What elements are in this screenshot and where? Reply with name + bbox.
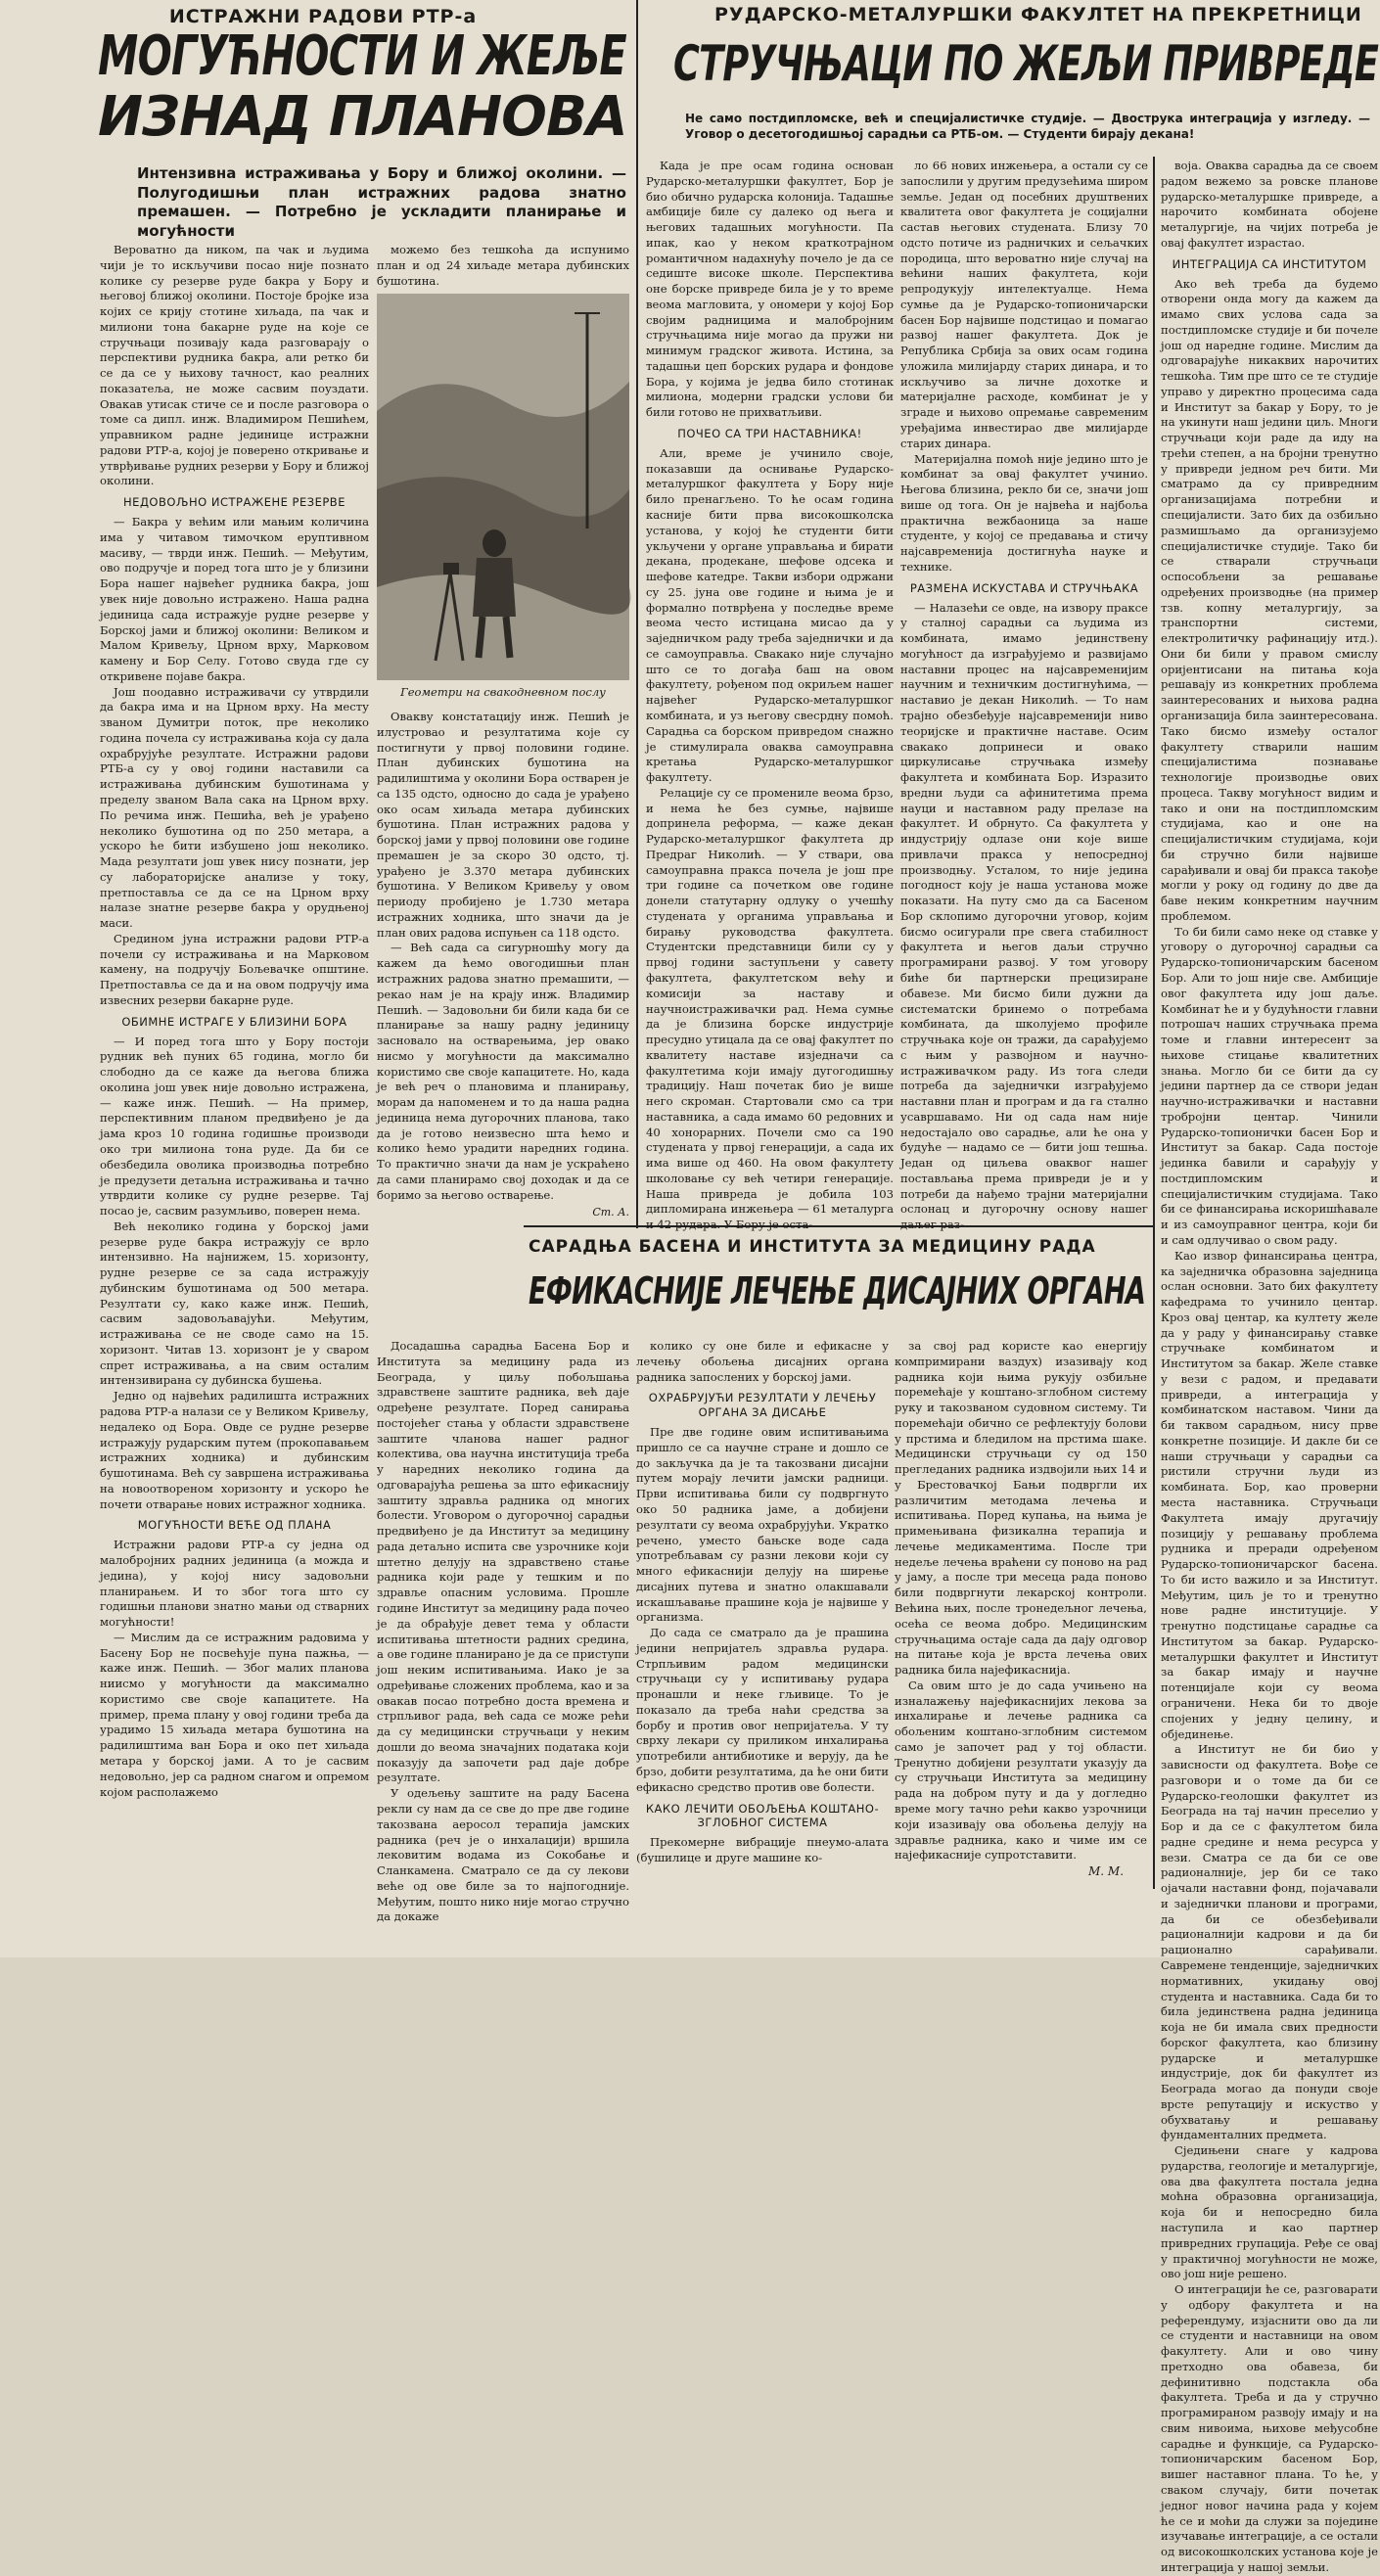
paragraph: Још поодавно истраживачи су утврдили да бакра има и на Црном врху. На месту званом Думитри поток, пре неколико година почела су истраживања која су дала охрабрујуће резултате. Истражни радови РТБ-а су у овој години наставили са истраживања дубинским бушотинама у пределу званом Вала сака на Црном врху. По речима инж. Пешића, већ је урађено неколико бушотина од по 250 метара, а ускоро ће бити избушено још неколико. Мада резултати још увек нису познати, јер су лабораторијске анализе у току, претпоставља се да се на Црном врху налазе знатне резерве бакра у орудњеној маси. bbox=[100, 684, 369, 931]
subheading: ПОЧЕО СА ТРИ НАСТАВНИКА! bbox=[677, 427, 862, 441]
right-article-column-3 bbox=[1161, 159, 1378, 2574]
paragraph: — И поред тога што у Бору постоји рудник већ пуних 65 година, могло би слободно да се каже да његова ближа околина још увек није довољно истражена, — каже инж. Пешић. — На пример, перспективним планом предвиђено је да јама кроз 10 година годишње производи око три милиона тона руде. Да би се обезбедила оволика производња потребно је предузети детаљна истраживања и тачно утврдити колике су рудне резерве. Тај посао је, сасвим разумљиво, поверен нема. bbox=[100, 1034, 369, 1219]
paragraph: Средином јуна истражни радови РТР-а почели су истраживања и на Марковом камену, на подручју Бољевачке општине. Претпоставља се да и на овом подручју има извесних резерви бакарне руде. bbox=[100, 931, 369, 1007]
paragraph: — Већ сада са сигурношћу могу да кажем да ћемо овогодишњи план истражних радова знатно премашити, — рекао нам је на крају инж. Владимир Пешић. — Задовољни би били када би се планирање за нашу радну јединицу засновало на остварењима, јер овако нисмо у могућности да максимално користимо све своје капацитете. Но, када је већ реч о плановима и планирању, морам да напоменем и то да наша радна јединица нема дугорочних планова, тако да је готово неизвесно шта ћемо и колико ћемо урадити наредних година. То практично значи да нам је ускраћено да сами планирамо свој доходак и да се боримо за његово остварење. bbox=[377, 941, 629, 1202]
right-headline: СТРУЧЊАЦИ ПО ЖЕЉИ ПРИВРЕДЕ bbox=[673, 35, 1379, 92]
paragraph: Овакву констатацију инж. Пешић је илустровао и резултатима које су постигнути у првој половини године. План дубинских бушотина на радилиштима у околини Бора остварен је са 135 одсто, односно до сада је урађено око осам хиљада метара дубинских бушотина. План истражних радова у борској јами у првој половини ове године премашен је за скоро 30 одсто, тј. урађено је 3.370 метара дубинских бушотина. У Великом Кривељу у овом периоду пробијено је 1.730 метара истражних ходника, што значи да је план ових радова испуњен са 118 одсто. bbox=[377, 710, 629, 940]
subheading: КАКО ЛЕЧИТИ ОБОЉЕЊА КОШТАНО-ЗГЛОБНОГ СИСТЕМА bbox=[645, 1801, 880, 1830]
left-article-column-2-bottom bbox=[377, 710, 629, 1226]
paragraph: Прекомерне вибрације пнеумо-алата (бушилице и друге машине ко- bbox=[636, 1835, 889, 1865]
bottom-article-column-2 bbox=[636, 1339, 889, 1946]
right-kicker: РУДАРСКО-МЕТАЛУРШКИ ФАКУЛТЕТ НА ПРЕКРЕТНИЦИ bbox=[714, 4, 1362, 25]
column-divider bbox=[1153, 157, 1155, 1889]
paragraph: Материјална помоћ није једино што је комбинат за овај факултет учинио. Његова близина, рекло би се, значи још више од тога. Он је највећа и најбоља практична вежбаоница за наше студенте, у којој се предавања и стичу најсавременија достигнућа науке и технике. bbox=[900, 451, 1148, 574]
right-article-column-2 bbox=[900, 159, 1148, 1232]
bottom-article-column-1 bbox=[377, 1339, 629, 1946]
left-headline-line2: ИЗНАД ПЛАНОВА bbox=[98, 85, 627, 149]
paragraph: До сада се сматрало да је прашина једини непријатељ здравља рудара. Стрпљивим радом медицински стручњаци су у испитивању рудара пронашли и неке гљивице. То је показало да треба наћи средства за борбу и против овог непријатеља. У ту сврху лекари су приликом инхалирања употребили антибиотике и верују, да ће брзо, добити резултатима, да ће они бити ефикасно средство против ове болести. bbox=[636, 1626, 890, 1794]
subheading: МОГУЋНОСТИ ВЕЋЕ ОД ПЛАНА bbox=[137, 1518, 332, 1533]
geometers-photo bbox=[377, 294, 629, 680]
paragraph: воја. Оваква сарадња да се своем радом вежемо за ровске планове рударско-металуршке привреде, а нарочито комбината обојене металургије, на чијих потреба је овај факултет израстао. bbox=[1161, 159, 1378, 250]
paragraph: Сједињени снаге у кадрова рударства, геологије и металургије, ова два факултета постала једна моћна образовна организација, која би и непосредно била наступила и као партнер привредних групација. Ређе се овај у практичној могућности не може, ово још није решено. bbox=[1161, 2143, 1378, 2281]
paragraph: Вероватно да ником, па чак и људима чији је то искључиви посао није познато колике су резерве руде бакра у Бору и његовој ближој околини. Постоје бројке иза којих се крију стотине хиљада, па чак и милиони тона бакарне руде на које се стручњаци позивају када разговарају о перспективи рудника бакра, али ретко би се да се у њихову тачност, као реалних показатеља, не може сасвим поуздати. Овакав утисак стиче се и после разговора о томе са дипл. инж. Владимиром Пешићем, управником радне јединице истражни радови РТР-а, којој је поверено откривање и утврђивање рудних резерви у Бору и ближој околини. bbox=[100, 243, 369, 488]
paragraph: Већ неколико година у борској јами резерве руде бакра истражују се врло интензивно. На најнижем, 15. хоризонту, рудне резерве се за сада истражују дубинским бушотинама од 500 метара. Резултати су, како каже инж. Пешић, сасвим задовољавајући. Међутим, истраживања се не своде само на 15. хоризонт. Читав 13. хоризонт је у сваром спрет истраживања, а на свим осталим интензивирана су дубинска бушења. bbox=[100, 1219, 369, 1388]
paragraph: Истражни радови РТР-а су једна од малобројних радних јединица (а можда и једина), у којој нису задовољни планирањем. И то због тога што су годишњи планови знатно мањи од стварних могућности! bbox=[100, 1538, 369, 1630]
paragraph: Али, време је учинило своје, показавши да оснивање Рударско-металуршког факултета у Бору није било пренагљено. То ће осам година касније бити прва високошколска установа, у којој ће студенти бити укључени у органе управљања и бирати декана, продекане, шефове одсека и шефове катедре. Такви избори одржани су 25. јуна ове године и њима је и формално потврђена у последње време веома често истицана мисао да у заједничком раду треба заједнички и да се самоуправља. Свакако није случајно што се то догађа баш на овом факултету, рођеном под окриљем нашег највећег Рударско-металуршког комбината, и уз његову свесрдну помоћ. Сарадња са борском привредом снажно је стимулирала оваква самоуправна кретања Рударско-металуршког факултету. bbox=[646, 445, 894, 785]
paragraph: Ако већ треба да будемо отворени онда могу да кажем да имамо свих услова сада за постдипломске студије и би почеле још од наредне године. Мислим да одговарајуће никаквих нарочитих тешкоћа. Тим пре што се те студије управо у директно процесима сада и Институт за бакар у Бору, то је на укинути наш једини циљ. Многи стручњаци који раде да иду на трећи степен, а на бројни тренутно у привреди једном реч бити. Ми сматрамо да су привредним организацијама потребни и специјалисти. Зато бих да озбиљно размишљамо да организујемо специјалистичке студије. Тако би се стварали стручњаци оспособљени за решавање одређених производње (на пример тзв. копну металургију, за транспортни системи, електролитичку рафинацију итд.). Они би били у правом смислу оријентисани на питања која решавају из конкретних проблема заинтересованих и њихова радна организација била заинтересована. Тако бисмо између осталог факултету стварили нашим специјалистима познавање технологије производње ових процеса. Такву могућност видим и тако и они на постдипломским студијама, као и оне на специјалистичким студијама, који би стручно били највише сарађивали и овај би пракса такође могли у року од годину до две да баве неким конкретним научним проблемом. bbox=[1161, 276, 1378, 923]
paragraph: а Институт не би био у зависности од факултета. Вође се разговори и о томе да би се Рударско-геолошки факултет из Београда на тај начин преселио у Бор и да се с факултетом била радне средине и нема ресурса у вези. Сматра се да би се ове радионалније, јер би се тако ојачали наставни фонд, појачавали и заједнички планови и програми, да би се обезбеђивали рационалнији кадрови и да би рационално сарађивали. Савремене тенденције, заједничких нормативних, укидању овој студента и наставника. Сада би то била јединствена радна јединица која не би имала свих предности борског факултета, као близину рударске и металуршке индустрије, док би факултет из Београда могао да понуди своје врсте репутацију и искуство у обухватању и решавању фундаменталних предмета. bbox=[1161, 1742, 1378, 2142]
bottom-headline: ЕФИКАСНИЈЕ ЛЕЧЕЊЕ ДИСАЈНИХ ОРГАНА bbox=[529, 1269, 1146, 1312]
paragraph: То би били само неке од ставке у уговору о дугорочној сарадњи са Рударско-топионичарским басеном Бор. Али то још није све. Амбиције овог факултета иду још даље. Комбинат ће и у будућности главни потрошач наших стручњака према томе и главни интересент за њихове стицање квалитетних знања. Могло би се бити да су једини партнер да се створи један научно-истраживачки и наставни тробројни центар. Чинили Рударско-топионички басен Бор и Институт за бакар. Сада постоје јединка бавили и сарађују у постдипломским и специјалистичким студијама. Тако би се финансирања искоришћавале и из самоуправног центра, који би и сам одлучивао о свом раду. bbox=[1161, 924, 1378, 1247]
left-article-column-2-top bbox=[377, 243, 629, 292]
photo-illustration bbox=[377, 294, 629, 680]
paragraph: У одељењу заштите на раду Басена рекли су нам да се све до пре две године такозвана аеросол терапија јамских радника (реч је о инхалацији) вршила лековитим водама из Сокобање и Сланкамена. Сматрало се да су лекови веће од ове биле за то најпогодније. Међутим, пошто нико није могао стручно да докаже bbox=[377, 1786, 630, 1924]
byline: Ст. А. bbox=[592, 1205, 629, 1219]
paragraph: колико су оне биле и ефикасне у лечењу обољења дисајних органа радника запослених у борској јами. bbox=[636, 1339, 889, 1384]
paragraph: — Налазећи се овде, на извору праксе у сталној сарадњи са људима из комбината, имамо јединствену могућност да изграђујемо и развијамо наставни процес на најсавременијим научним и техничким достигнућима, — наставио је декан Николић. — То нам трајно обезбеђује најсавременији ниво теоријске и практичне наставе. Осим свакако допринеси и овако циркулисање стручњака између факултета и комбината Бор. Изразито вредни људи са афинитетима према науци и наставном раду прелазе на факултет. И обрнуто. Са факултета у индустрију одлазе они које више привлачи пракса у непосредној производњу. Усталом, то није једина погодност коју је наша установа може показати. На путу смо да са Басеном Бор склопимо дугорочни уговор, којим бисмо осигурали пре свега стабилност факултета и његов даљи стручно програмирани развој. У том уговору биће би партнерски прецизиране обавезе. Ми бисмо били дужни да систематски бринемо о потребама комбината, да школујемо профиле стручњака које он тражи, да сарађујемо с њим у развојном и научно-истраживачком раду. Из тога следи потреба да заједнички изграђујемо наставни план и програм и да га стално усавршавамо. Ни од сада нам није недостајало ово сарадње, али ће она у будуће — надамо се — бити још тешња. Један од циљева оваквог нашег постављања према привреди је и у потреби да нађемо трајни материјални ослонац и дугорочну основу нашег даљег раз- bbox=[900, 600, 1148, 1232]
left-kicker: ИСТРАЖНИ РАДОВИ РТР-а bbox=[168, 6, 478, 27]
right-lede: Не само постдипломске, већ и специјалистичке студије. — Двострука интеграција у изгледу. — Уговор о десетогодишњој сарадњи са РТБ-ом. — Студенти бирају декана! bbox=[685, 112, 1370, 141]
bottom-article-column-3 bbox=[895, 1339, 1147, 1926]
right-article-column-1 bbox=[646, 159, 894, 1232]
subheading: ОБИМНЕ ИСТРАГЕ У БЛИЗИНИ БОРА bbox=[121, 1014, 347, 1029]
paragraph: О интеграцији ће се, разговарати у одбору факултета и на референдуму, изјаснити ово да ли се студенти и наставници на овом факултету. Али и ово чину претходно ова обавеза, би дефинитивно подстакла оба факултета. Треба и да у стручно програмираном развоју имају и на свим нивоима, њихове међусобне сарадње и функције, са Рударско-топионичарским басеном Бор, вишег наставног плана. То ће, у сваком случају, бити почетак једног новог начина рада у којем ће се и моћи да служи за поједине изучавање интеграције, а се остали од високошколских установа које је интеграција у нашој земљи. bbox=[1161, 2282, 1378, 2574]
left-article-column-1 bbox=[100, 243, 369, 1946]
paragraph: — Мислим да се истражним радовима у Басену Бор не посвећује пуна пажња, — каже инж. Пешић. — Због малих планова ниисмо у могућности да максимално користимо све своје капацитете. На пример, према плану у овој години треба да урадимо 15 хиљада метара бушотина на радилиштима ван Бора и око пет хиљада метара у борској јами. А то је сасвим недовољно, јер са радном снагом и опремом којом располажемо bbox=[100, 1630, 369, 1799]
subheading: ИНТЕГРАЦИЈА СА ИНСТИТУТОМ bbox=[1172, 256, 1367, 271]
paragraph: Као извор финансирања центра, ка заједничка образовна заједница ослан основни. Зато бих факултету кафедрама то учинило центар. Кроз овај центар, ка култету желе да у раду у финансирању ставке стручњаке комбинатом и Институтом за бакар. Желе ставке у вези с радом, и предавати привреди, а интеграција у комбинатском наставом. Чини да би таквом сарадњом, нису прве конкретне позиције. И дакле би се наши стручњаци у сарадњи са ристили стручни људи из комбината. Бор, као проверни места наставника. Стручњаци Факултета имају другачију позицију у решавању проблема рудника и преради одређеном Рударско-топионичарског басена. То би исто важило и за Институт. Међутим, циљ је то и тренутно нове радне институције. У тренутно подстицање сарадње са Институтом за бакар. Рударско-металуршки факултет и Институт за бакар имају и научне потенцијале који су веома ограничени. Нека би то двоје спојених у једну целину, и објединење. bbox=[1161, 1248, 1378, 1741]
paragraph: — Бакра у већим или мањим количина има у читавом тимочком еруптивном масиву, — тврди инж. Пешић. — Међутим, ово подручје и поред тога што је у близини Бора нашег највећег рудника бакра, још увек није довољно истражено. Наша радна јединица сада истражује рудне резерве у Борској јами и ближој околини: Великом и Малом Кривељу, Црном врху, Марковом камену и Бор Селу. Готово свуда где су откривене појаве бакра. bbox=[100, 515, 369, 683]
paragraph: Досадашња сарадња Басена Бор и Института за медицину рада из Београда, у циљу побољшања здравствене заштите радника, већ даје одређене резултате. Поред санирања постојећег стања у области здравствене заштите чланова нашег радног колектива, ова научна институција треба у наредних неколико година да одговарајућа решења за што ефикаснију заштиту здравља радника од многих болести. Уговором о дугорочној сарадњи предвиђено је да Институт за медицину рада детаљно испита све узрочнике који штетно делују на здравствено стање радника који раде у тешким и по здравље опасним условима. Прошле године Институт за медицину рада почео је да обрађује девет тема у области испитивања штетности радних средина, а ове године планирано је да се приступи још неким испитивањима. Иако је за одређивање сложених проблема, као и за овакав посао потребно доста времена и стрпљивог рада, већ сада се може рећи да су медицински стручњаци у неким дошли до веома значајних података који показују да започети рад даје добре резултате. bbox=[377, 1339, 630, 1785]
left-lede: Интензивна истраживања у Бору и ближој околини. — Полугодишњи план истражних радова знатно премашен. — Потребно је ускладити планирање и могућности bbox=[137, 164, 626, 240]
paragraph: Када је пре осам година основан Рударско-металуршки факултет, Бор је био обично рударска колонија. Тадашње амбиције биле су далеко од њега и његових тадашњих могућности. Па ипак, као у неком краткотрајном романтичном надахнућу почело је да се седиште високе школе. Перспектива оне борске привреде била је у то време веома магловита, у ономери у којој Бор својим радницима и малобројним стручњацима није могао да пружи ни минимум градског живота. Истина, за тадашњи цеп борских рудара и фондове Бора, у којима је једва било стотинак милиона, модерни градски услови би били готово не прихватљиви. bbox=[646, 159, 894, 420]
column-divider bbox=[636, 0, 638, 1228]
paragraph: Пре две године овим испитивањима пришло се са научне стране и дошло се до закључка да је та такозвани дисајни путем морају лечити јамски радници. Први испитивања били су подвргнуто око 50 радника јаме, а добијени резултати су веома охрабрујући. Укратко речено, уместо бањске воде сада употребљавам су разни лекови који су много ефикаснији делују на ширење дисајних путева и знатно олакшавали искашљавање прашине која је највише у организма. bbox=[636, 1425, 889, 1625]
left-headline-line1: МОГУЋНОСТИ И ЖЕЉЕ bbox=[98, 24, 626, 88]
bottom-kicker: САРАДЊА БАСЕНА И ИНСТИТУТА ЗА МЕДИЦИНУ РАДА bbox=[529, 1237, 1096, 1257]
paragraph: Релације су се промениле веома брзо, и нема ће без сумње, највише допринела реформа, — каже декан Рударско-металуршког факултета др Предраг Николић. — У ствари, ова самоуправна пракса почела је још пре три године са почетком ове године донели статутарну одлуку о учешћу студената у органима управљања и бирању руководства факултета. Студентски представници били су у првој години заступљени у савету факултета, факултетском већу и комисији за наставу и научноистраживачки рад. Нема сумње да је близина борске индустрије пресудно утицала да се овај факултет по квалитету наставе изједначи са факултетима који имају дугогодишњу традицију. Наш почетак био је више него скроман. Стартовали смо са три наставника, а сада имамо 60 редовних и 40 хонорарних. Почели смо са 190 студената у првој генерацији, а сада их има више од 460. На овом факултету школовање су већ четири генерације. Наша привреда је добила 103 дипломирана инжењера — 61 металурга и 42 рудара. У Бору је оста- bbox=[646, 785, 894, 1232]
bottom-signature: М. М. bbox=[1088, 1864, 1125, 1878]
paragraph: Једно од највећих радилишта истражних радова РТР-а налази се у Великом Кривељу, недалеко од Бора. Овде се рудне резерве истражују рударским путем (прокопавањем истражних ходника) и дубинским бушотинама. Већ су завршена истраживања на новоотвореном хоризонту и ускоро ће почети отварање нових истражног ходника. bbox=[100, 1389, 369, 1511]
paragraph: можемо без тешкоћа да испунимо план и од 24 хиљаде метара дубинских бушотина. bbox=[377, 243, 629, 288]
paragraph: ло 66 нових инжењера, а остали су се запослили у другим предузећима широм земље. Један од посебних друштвених квалитета овог факултета је социјални састав његових студената. Близу 70 одсто потиче из радничких и сељачких породица, што вероватно није случај на већини наших факултета, који репродукују интелектуалце. Нема сумње да је Рударско-топионичарски басен Бор највише подстицао и помагао развој нашег факултета. Док је Република Србија за ових осам година уложила милијарду старих динара, и то искључиво за личне дохотке и материјалне расходе, комбинат је у зграде и њихово опремање савременим уређајима инвестирао две милијарде старих динара. bbox=[900, 159, 1148, 450]
subheading: НЕДОВОЉНО ИСТРАЖЕНЕ РЕЗЕРВЕ bbox=[123, 495, 345, 510]
photo-caption: Геометри на свакодневном послу bbox=[400, 685, 606, 699]
subheading: РАЗМЕНА ИСКУСТАВА И СТРУЧЊАКА bbox=[909, 580, 1139, 595]
paragraph: за свој рад користе као енергију компримирани ваздух) изазивају код радника који њима рукују озбиљне поремећаје у коштано-зглобном систему руку и такозваном судовном систему. Ти поремећаји обично се рефлектују болови у прстима и бледилом на прстима шаке. Медицински стручњаци су од 150 прегледаних радника издвојили њих 14 и у Брестовачкој Бањи подвргли их различитим методама лечења и испитивања. Поред купања, на њима је примењивана физикална терапија и лечење медикаментима. После три недеље лечења враћени су поново на рад у јаму, а после три месеца рада поново били подвргнути лекарској контроли. Већина њих, после тронедељног лечења, осећа се веома добро. Медицинским стручњацима остаје сада да дају одговор на питање која је врста лечења ових радника била најефикаснија. bbox=[895, 1339, 1147, 1678]
subheading: ОХРАБРУЈУЋИ РЕЗУЛТАТИ У ЛЕЧЕЊУ ОРГАНА ЗА ДИСАЊЕ bbox=[648, 1391, 877, 1420]
paragraph: Са овим што је до сада учињено на изналажењу најефикаснијих лекова за инхалирање и лечење радника са обољеним коштано-зглобним системом само је започет рад у тој области. Тренутно добијени резултати указују да су стручњаци Института за медицину рада на добром путу и да у догледно време могу тачно рећи какво узрочници који изазивају ова обољења делују на здравље радника, како и чиме им се најефикасније супротставити. bbox=[895, 1678, 1147, 1863]
